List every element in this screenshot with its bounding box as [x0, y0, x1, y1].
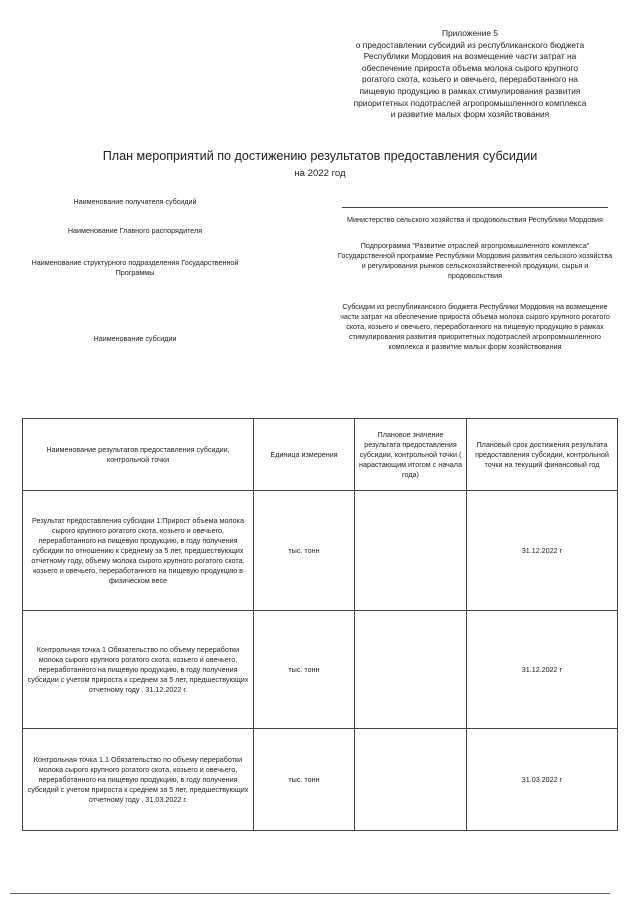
row-result-name: Результат предоставления субсидии 1:Прирост объема молока сырого крупного рогатого скота, козьего и овечьего, переработанного на пищевую продукцию, в году получения субсидии по отношению к среднему за 5 лет, предшествующих отчетному году, объему молока сырого крупного рогатого скота, козьего и овечьего, переработанного на пищевую продукцию в физическом весе	[23, 491, 254, 611]
table-row	[23, 729, 618, 831]
row-result-name: Контрольная точка 1.1 Обязательство по объему переработки молока сырого крупного рогатого скота, козьего и овечьего, переработанного на пищевую продукцию, в году получения субсидий с учетом прироста к среднем за 5 лет, предшествующих отчетному году . 31.03.2022 г.	[23, 729, 254, 831]
table-header-row	[23, 419, 618, 491]
row-planned-value	[355, 491, 467, 611]
row-planned-value	[355, 729, 467, 831]
header-planned-value: Плановое значение результата предоставления субсидии, контрольной точки ( нарастающим итогом с начала года)	[355, 419, 467, 491]
row-unit: тыс. тонн	[254, 729, 355, 831]
row-unit: тыс. тонн	[254, 611, 355, 729]
recipient-label: Наименование получателя субсидий	[73, 197, 197, 206]
subsidy-label: Наименование субсидии	[93, 334, 177, 343]
row-result-name: Контрольная точка 1 Обязательство по объему переработки молока сырого крупного рогатого скота, козьего и овечьего, переработанного на пищевую продукцию, в году получения субсидии с учетом прироста к среднем за 5 лет, предшествующих отчетному году . 31.12.2022 г.	[23, 611, 254, 729]
header-deadline: Плановый срок достижения результата предоставления субсидии, контрольной точки на текущий финансовый год	[467, 419, 618, 491]
annex-line: рогатого скота, козьего и овечьего, переработанного на	[362, 74, 578, 85]
row-unit: тыс. тонн	[254, 491, 355, 611]
row-planned-value	[355, 611, 467, 729]
subsidy-value: Субсидии из республиканского бюджета Республики Мордовия на возмещение части затрат на обеспечение прироста объема молока сырого крупного рогатого скота, козьего и овечьего, переработанного на пищевую продукцию в рамках стимулирования развития приоритетных подотраслей агропромышленного комплекса и развитие малых форм хозяйствования	[340, 302, 610, 351]
annex-line: о предоставлении субсидий из республиканского бюджета	[355, 39, 585, 50]
annex-line: Приложение 5	[441, 28, 499, 38]
division-value: Подпрограмма "Развитие отраслей агропромышленного комплекса" Государственной программе Республики Мордовия развития сельского хозяйства и регулирования рынков сельскохозяйственной продукции, сырья и продовольствия	[337, 241, 613, 280]
annex-line: Республики Мордовия на возмещение части затрат на	[363, 51, 577, 62]
row-deadline: 31.12.2022 г	[467, 491, 618, 611]
annex-line: обеспечение прироста объема молока сырого крупного	[361, 62, 579, 73]
annex-line: и развитие малых форм хозяйствования	[390, 109, 550, 120]
annex-line: пищевую продукцию в рамках стимулирования развития	[359, 85, 581, 96]
recipient-underline	[342, 207, 608, 208]
annex-line: приоритетных подотраслей агропромышленного комплекса	[353, 97, 587, 108]
division-label: Наименование структурного подразделения Государственной Программы	[31, 258, 239, 277]
annex-header	[320, 28, 620, 121]
manager-label: Наименование Главного распорядителя	[67, 226, 203, 235]
header-unit: Единица измерения	[254, 419, 355, 491]
row-deadline: 31.12.2022 г	[467, 611, 618, 729]
header-result-name: Наименование результатов предоставления субсидии, контрольной точки	[23, 419, 254, 491]
row-deadline: 31.03.2022 г	[467, 729, 618, 831]
document-title: План мероприятий по достижению результатов предоставления субсидии	[102, 149, 538, 163]
plan-table	[22, 418, 618, 831]
table-row	[23, 491, 618, 611]
manager-value: Министерство сельского хозяйства и продовольствия Республики Мордовия	[347, 215, 603, 224]
document-year: на 2022 год	[294, 168, 346, 179]
table-row	[23, 611, 618, 729]
bottom-divider	[10, 893, 610, 894]
